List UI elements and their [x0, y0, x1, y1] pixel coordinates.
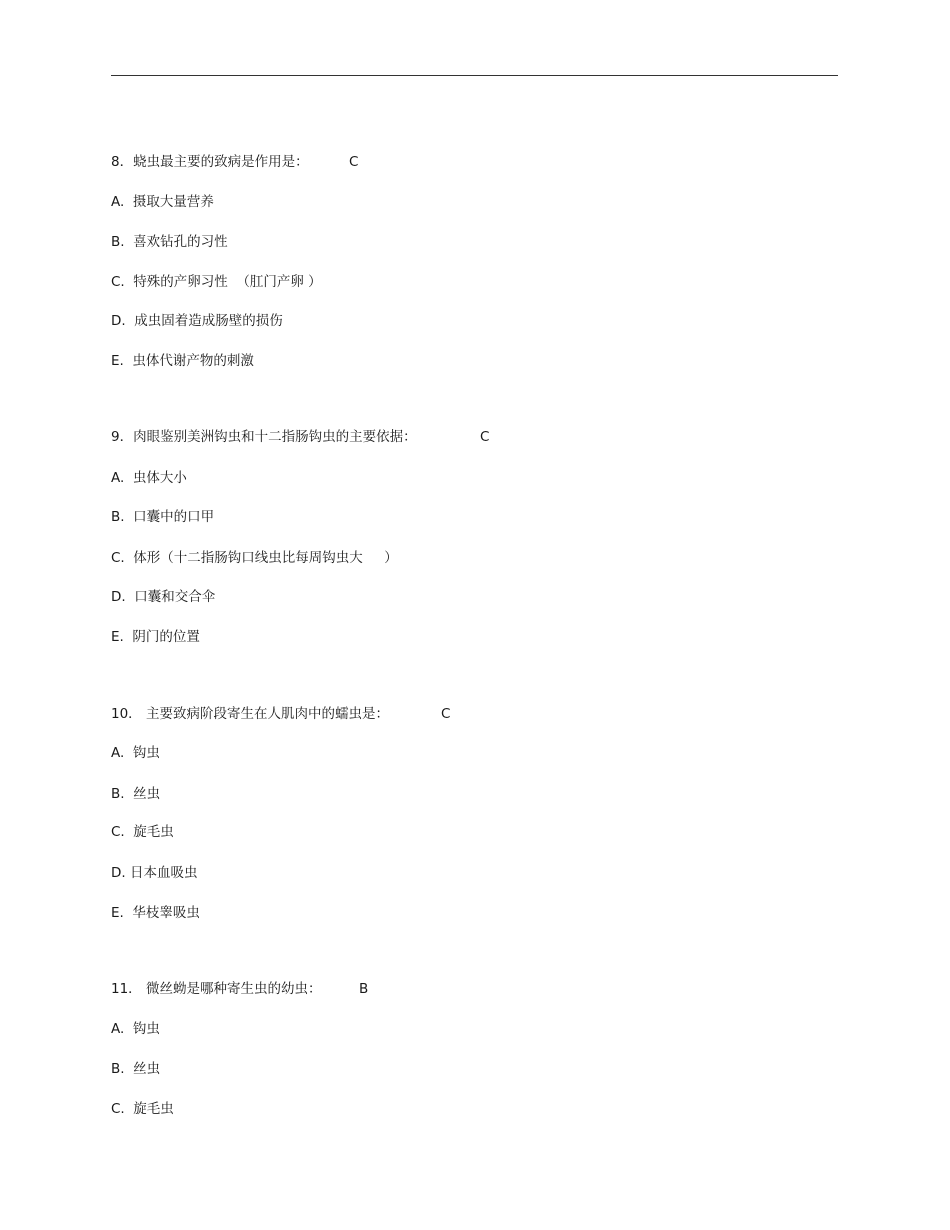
- question-9-option-a: A. 虫体大小: [111, 470, 187, 486]
- question-9-option-d: D. 口囊和交合伞: [111, 589, 216, 605]
- question-8-option-e: E. 虫体代谢产物的刺激: [111, 353, 254, 369]
- question-9-stem: 9．肉眼鉴别美洲钩虫和十二指肠钩虫的主要依据：: [111, 429, 417, 445]
- question-10-option-a: A. 钩虫: [111, 745, 160, 761]
- question-10-option-b: B. 丝虫: [111, 786, 161, 802]
- header-rule: [111, 75, 838, 76]
- question-8-option-c: C. 特殊的产卵习性 （肛门产卵 ）: [111, 274, 322, 290]
- question-8-stem: 8．蛲虫最主要的致病是作用是：: [111, 154, 309, 170]
- question-11-answer: B: [359, 981, 369, 997]
- question-8-option-d: D. 成虫固着造成肠壁的损伤: [111, 313, 283, 329]
- question-11-option-c: C. 旋毛虫: [111, 1101, 174, 1117]
- question-11-option-b: B. 丝虫: [111, 1061, 161, 1077]
- question-9-option-e: E. 阴门的位置: [111, 629, 200, 645]
- question-10-option-e: E. 华枝睾吸虫: [111, 905, 200, 921]
- question-11-stem: 11． 微丝蚴是哪种寄生虫的幼虫：: [111, 981, 322, 997]
- question-11-option-a: A. 钩虫: [111, 1021, 160, 1037]
- question-9-answer: C: [480, 429, 490, 445]
- question-8-option-b: B. 喜欢钻孔的习性: [111, 234, 228, 250]
- question-8-option-a: A. 摄取大量营养: [111, 194, 214, 210]
- question-10-option-d: D. 日本血吸虫: [111, 865, 198, 881]
- question-9-option-c: C. 体形（十二指肠钩口线虫比每周钩虫大 ）: [111, 550, 398, 566]
- question-8-answer: C: [349, 154, 359, 170]
- question-9-option-b: B. 口囊中的口甲: [111, 509, 215, 525]
- question-10-option-c: C. 旋毛虫: [111, 824, 174, 840]
- question-10-stem: 10． 主要致病阶段寄生在人肌肉中的蠕虫是：: [111, 706, 389, 722]
- question-10-answer: C: [441, 706, 451, 722]
